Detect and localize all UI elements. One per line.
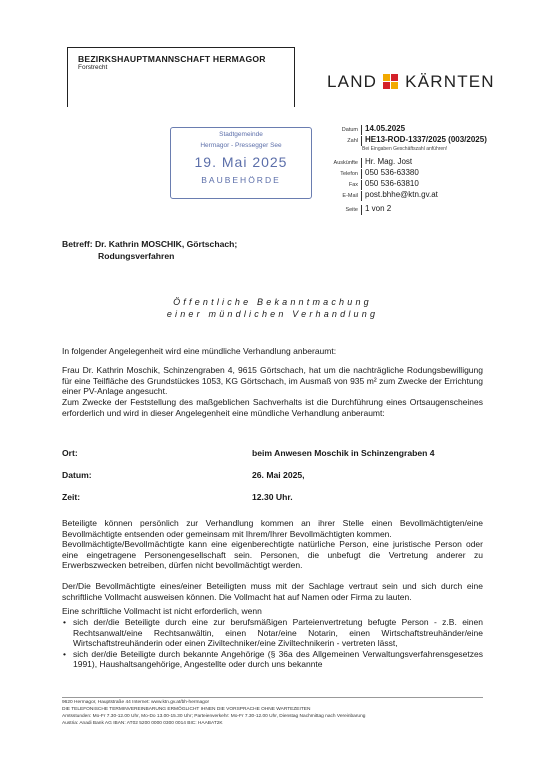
logo-word-right: KÄRNTEN [405, 72, 495, 91]
location-label: Ort: [62, 448, 78, 458]
authority-name: BEZIRKSHAUPTMANNSCHAFT HERMAGOR [78, 54, 266, 64]
paragraph-power-of-attorney: Der/Die Bevollmächtigte eines/einer Beteiligten muss mit der Sachlage vertraut sein und sich durch eine schriftliche Vollmacht ausweisen können. Die Vollmacht hat auf Namen oder Firma zu lauten. [62, 581, 483, 602]
paragraph-attendance: Beteiligte können persönlich zur Verhandlung kommen an ihrer Stelle einen Bevollmächtigten/eine Bevollmächtigte entsenden oder gemeinsam mit Ihrem/Ihrer Bevollmächtigten kommen. [62, 518, 483, 539]
date-label: Datum: [62, 470, 92, 480]
stamp-line2: Hermagor - Pressegger See [200, 142, 282, 149]
document-title-line1: Öffentliche Bekanntmachung [173, 297, 372, 307]
meta-email: E-Mail post.bhhe@ktn.gv.at [318, 190, 438, 200]
paragraph-no-written-poa: Eine schriftliche Vollmacht ist nicht erforderlich, wenn [62, 606, 262, 616]
meta-fax: Fax 050 536-63810 [318, 179, 419, 189]
address-frame-left [67, 47, 68, 107]
stamp-date: 19. Mai 2025 [194, 154, 288, 170]
footer-hours: Amtsstunden: Mo-Fr 7.30-12.00 Uhr, Mo-Do 13.00-15.30 Uhr; Parteienverkehr: Mo-Fr 7.30-12.00 Uhr, Dienstag Nachmittag nach Vereinbarung [62, 714, 366, 719]
department-name: Forstrecht [78, 64, 108, 71]
meta-telefon: Telefon 050 536-63380 [318, 168, 419, 178]
exceptions-list [62, 617, 483, 670]
list-item: • sich der/die Beteiligte durch eine zur berufsmäßigen Parteienvertretung befugte Person - z.B. einen Rechtsanwalt/eine Rechtsanwältin, einen Notar/eine Notarin, einen Wirtschaftstreuhänder/eine Wirtschaftstreuhänderin oder einen Ziviltechniker/eine Ziviltechnikerin - vertreten lässt, [62, 617, 483, 649]
address-frame-right [294, 47, 295, 107]
footer [62, 699, 492, 727]
meta-note: Bei Eingaben Geschäftszahl anführen! [362, 146, 448, 152]
footer-notice: DIE TELEFONISCHE TERMINVEREINBARUNG ERMÖGLICHT IHNEN DIE VORSPRACHE OHNE WARTEZEITEN [62, 707, 311, 712]
list-item: • sich der/die Beteiligte durch bekannte Angehörige (§ 36a des Allgemeinen Verwaltungsverfahrensgesetzes 1991), Haushaltsangehörige, Angestellte oder durch uns bekannte [62, 649, 483, 670]
meta-seite: Seite 1 von 2 [318, 204, 391, 214]
stamp-line1: Stadtgemeinde [219, 131, 263, 138]
paragraph-purpose: Zum Zwecke der Feststellung des maßgeblichen Sachverhalts ist die Durchführung eines Ortsaugenscheines erforderlich und wird in dieser Angelegenheit eine mündliche Verhandlung anberaumt: [62, 397, 483, 418]
time-value: 12.30 Uhr. [252, 492, 293, 502]
document-title-line2: einer mündlichen Verhandlung [166, 309, 379, 319]
stamp-department: BAUBEHÖRDE [201, 175, 281, 185]
land-kaernten-logo [327, 69, 502, 95]
received-stamp [170, 127, 312, 199]
footer-address: 9620 Hermagor, Hauptstraße 44 Internet: www.ktn.gv.at/bh-hermagor [62, 700, 210, 705]
subject-line1: Betreff: Dr. Kathrin MOSCHIK, Görtschach; [62, 239, 238, 249]
intro-paragraph: In folgender Angelegenheit wird eine mündliche Verhandlung anberaumt: [62, 346, 337, 356]
meta-zahl: Zahl HE13-ROD-1337/2025 (003/2025) [318, 135, 487, 145]
logo-word-left: LAND [327, 72, 378, 91]
logo-mark-icon [383, 74, 399, 90]
subject-line2: Rodungsverfahren [98, 251, 175, 261]
meta-auskunft: Auskünfte Hr. Mag. Jost [318, 157, 412, 167]
time-label: Zeit: [62, 492, 81, 502]
date-value: 26. Mai 2025, [252, 470, 305, 480]
footer-divider [62, 697, 483, 698]
paragraph-application: Frau Dr. Kathrin Moschik, Schinzengraben 4, 9615 Görtschach, hat um die nachträgliche Rodungsbewilligung für eine Teilfläche des Grundstückes 1053, KG Görtschach, im Ausmaß von 935 m² zum Zwecke der Errichtung einer PV-Anlage angesucht. [62, 365, 483, 397]
paragraph-representatives: Bevollmächtigte/Bevollmächtigte kann eine eigenberechtigte natürliche Person, eine juristische Person oder eine eingetragene Personengesellschaft sein. Personen, die unbefugt die Vertretung anderer zu Erwerbszwecken betreiben, dürfen nicht bevollmächtigt werden. [62, 539, 483, 571]
meta-datum: Datum 14.05.2025 [318, 124, 405, 134]
subject [62, 238, 237, 262]
footer-bank: Austria: Anadi Bank AG IBAN: AT02 5200 0000 0300 0014 BIC: HAABAT2K [62, 721, 223, 726]
location-value: beim Anwesen Moschik in Schinzengraben 4 [252, 448, 435, 458]
address-frame-top [67, 47, 295, 48]
